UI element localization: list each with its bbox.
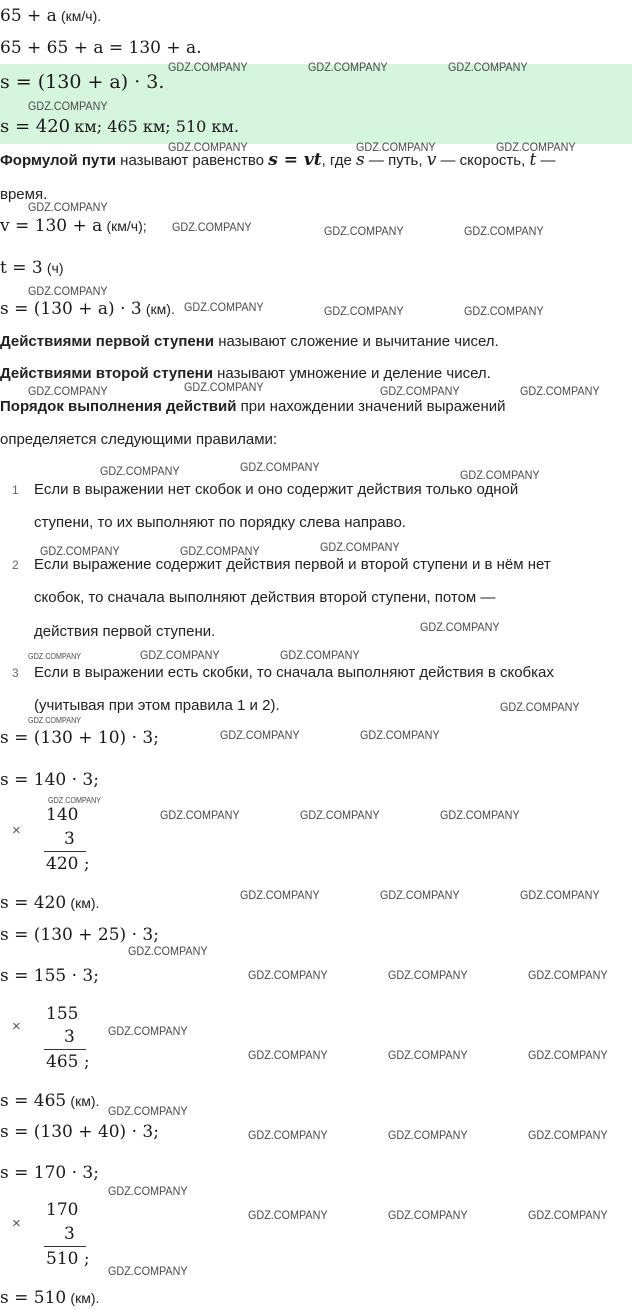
watermark: GDZ.COMPANY <box>464 224 544 238</box>
highlight-answer-rest: км; 465 км; 510 км. <box>74 117 239 136</box>
watermark: GDZ.COMPANY <box>128 944 208 958</box>
watermark: GDZ.COMPANY <box>360 728 440 742</box>
rule-number-1: 1 <box>12 483 19 497</box>
t-unit: (ч) <box>46 260 64 276</box>
calc3-step: s = 170 · 3; <box>0 1163 99 1183</box>
watermark: GDZ.COMPANY <box>320 540 400 554</box>
calc2-answer-unit: (км). <box>70 1093 100 1109</box>
calc1-times-sign: × <box>12 822 21 839</box>
calc2-bar <box>44 1049 86 1050</box>
path-var-t: t <box>529 150 537 170</box>
watermark: GDZ.COMPANY <box>528 968 608 982</box>
rule-3-line1: Если в выражении есть скобки, то сначала выполняют действия в скобках <box>34 664 554 681</box>
path-definition-text4: — скорость, <box>436 152 530 169</box>
watermark: GDZ.COMPANY <box>528 1048 608 1062</box>
watermark: GDZ.COMPANY <box>28 200 108 214</box>
calc2-answer-math: s = 465 <box>0 1091 67 1111</box>
s-math: s = (130 + a) · 3 <box>0 299 142 319</box>
watermark: GDZ.COMPANY <box>184 380 264 394</box>
rule-2-line2: скобок, то сначала выполняют действия второй ступени, потом — <box>34 589 496 606</box>
watermark: GDZ.COMPANY <box>28 384 108 398</box>
calc1-top: 140 <box>46 805 79 825</box>
watermark: GDZ.COMPANY <box>248 1208 328 1222</box>
path-definition-term: Формулой пути <box>0 152 117 169</box>
watermark: GDZ.COMPANY <box>496 140 576 154</box>
calc1-multiplier: 3 <box>64 829 75 849</box>
calc3-answer-math: s = 510 <box>0 1288 67 1308</box>
path-definition-text1: называют равенство <box>116 152 269 169</box>
equation: 65 + 65 + a = 130 + a. <box>0 38 202 58</box>
rule-number-2: 2 <box>12 558 19 572</box>
watermark: GDZ.COMPANY <box>240 888 320 902</box>
watermark: GDZ.COMPANY <box>324 224 404 238</box>
calc1-step: s = 140 · 3; <box>0 770 99 790</box>
v-math: v = 130 + a <box>0 216 103 236</box>
path-definition-text5: — <box>536 152 556 169</box>
path-definition-text3: — путь, <box>364 152 427 169</box>
watermark: GDZ.COMPANY <box>28 652 82 661</box>
speed-sum-math: 65 + a <box>0 6 57 26</box>
calc1-expression: s = (130 + 10) · 3; <box>0 728 159 748</box>
calc3-answer-unit: (км). <box>70 1290 100 1306</box>
watermark: GDZ.COMPANY <box>248 1048 328 1062</box>
watermark: GDZ.COMPANY <box>528 1208 608 1222</box>
watermark: GDZ.COMPANY <box>108 1024 188 1038</box>
calc1-result: 420 ; <box>46 854 90 874</box>
watermark: GDZ.COMPANY <box>528 1128 608 1142</box>
watermark: GDZ.COMPANY <box>500 700 580 714</box>
calc3-times-sign: × <box>12 1215 21 1232</box>
watermark: GDZ.COMPANY <box>248 968 328 982</box>
calc1-answer <box>0 893 99 914</box>
first-stage-term: Действиями первой ступени <box>0 333 215 350</box>
order-line2: определяется следующими правилами: <box>0 431 278 448</box>
first-stage-line <box>0 332 499 352</box>
watermark: GDZ.COMPANY <box>48 796 102 805</box>
watermark: GDZ.COMPANY <box>380 888 460 902</box>
watermark: GDZ.COMPANY <box>28 284 108 298</box>
watermark: GDZ.COMPANY <box>180 544 260 558</box>
highlight-answer-math: s = 420 <box>0 116 71 137</box>
calc3-bar <box>44 1246 86 1247</box>
calc2-result: 465 ; <box>46 1052 90 1072</box>
calc3-result: 510 ; <box>46 1249 90 1269</box>
calc1-bar <box>44 851 86 852</box>
watermark: GDZ.COMPANY <box>28 99 108 113</box>
calc3-answer <box>0 1288 99 1309</box>
watermark: GDZ.COMPANY <box>140 648 220 662</box>
t-line <box>0 258 64 279</box>
calc2-step: s = 155 · 3; <box>0 966 99 986</box>
rule-1-line1: Если в выражении нет скобок и оно содержит действия только одной <box>34 481 519 498</box>
order-line <box>0 397 506 417</box>
watermark: GDZ.COMPANY <box>160 808 240 822</box>
path-definition-line <box>0 150 555 171</box>
rule-number-3: 3 <box>12 666 19 680</box>
calc2-multiplier: 3 <box>64 1027 75 1047</box>
equation-line <box>0 38 202 59</box>
calc1-answer-math: s = 420 <box>0 893 67 913</box>
rule-3-line2: (учитывая при этом правила 1 и 2). <box>34 697 280 714</box>
watermark: GDZ.COMPANY <box>420 620 500 634</box>
watermark: GDZ.COMPANY <box>388 1048 468 1062</box>
watermark: GDZ.COMPANY <box>40 544 120 558</box>
calc2-times-sign: × <box>12 1018 21 1035</box>
watermark: GDZ.COMPANY <box>220 728 300 742</box>
path-formula: s = vt <box>268 150 322 170</box>
watermark: GDZ.COMPANY <box>448 60 528 74</box>
calc1-answer-unit: (км). <box>70 895 100 911</box>
speed-sum-unit: (км/ч). <box>61 8 102 24</box>
rule-1-line2: ступени, то их выполняют по порядку слева направо. <box>34 514 406 531</box>
v-unit: (км/ч); <box>106 218 147 234</box>
watermark: GDZ.COMPANY <box>108 1264 188 1278</box>
watermark: GDZ.COMPANY <box>108 1184 188 1198</box>
first-stage-text: называют сложение и вычитание чисел. <box>214 333 499 350</box>
watermark: GDZ.COMPANY <box>440 808 520 822</box>
calc2-answer <box>0 1091 99 1112</box>
s-line <box>0 299 175 320</box>
path-definition-text2: , где <box>321 152 356 169</box>
highlight-formula-line <box>0 72 164 94</box>
watermark: GDZ.COMPANY <box>520 384 600 398</box>
second-stage-term: Действиями второй ступени <box>0 365 213 382</box>
path-definition-line2: время. <box>0 186 48 203</box>
watermark: GDZ.COMPANY <box>356 140 436 154</box>
second-stage-text: называют умножение и деление чисел. <box>212 365 491 382</box>
s-unit: (км). <box>145 301 175 317</box>
order-term: Порядок выполнения действий <box>0 398 237 415</box>
path-var-s: s <box>356 150 365 170</box>
watermark: GDZ.COMPANY <box>460 468 540 482</box>
watermark: GDZ.COMPANY <box>240 460 320 474</box>
highlight-answer-line <box>0 117 239 138</box>
watermark: GDZ.COMPANY <box>248 1128 328 1142</box>
highlight-formula: s = (130 + a) · 3. <box>0 71 165 93</box>
rule-2-line3: действия первой ступени. <box>34 623 216 640</box>
watermark: GDZ.COMPANY <box>172 220 252 234</box>
rule-2-line1: Если выражение содержит действия первой и второй ступени и в нём нет <box>34 556 551 573</box>
watermark: GDZ.COMPANY <box>28 716 82 725</box>
watermark: GDZ.COMPANY <box>300 808 380 822</box>
t-math: t = 3 <box>0 258 43 278</box>
watermark: GDZ.COMPANY <box>184 300 264 314</box>
order-text: при нахождении значений выражений <box>236 398 506 415</box>
watermark: GDZ.COMPANY <box>100 464 180 478</box>
watermark: GDZ.COMPANY <box>464 304 544 318</box>
calc2-expression: s = (130 + 25) · 3; <box>0 925 159 945</box>
watermark: GDZ.COMPANY <box>520 888 600 902</box>
watermark: GDZ.COMPANY <box>380 384 460 398</box>
calc3-multiplier: 3 <box>64 1224 75 1244</box>
watermark: GDZ.COMPANY <box>388 1208 468 1222</box>
watermark: GDZ.COMPANY <box>168 60 248 74</box>
calc2-top: 155 <box>46 1004 79 1024</box>
watermark: GDZ.COMPANY <box>280 648 360 662</box>
path-var-v: v <box>426 150 437 170</box>
calc3-top: 170 <box>46 1200 79 1220</box>
speed-sum-line <box>0 6 101 27</box>
v-line <box>0 216 147 237</box>
watermark: GDZ.COMPANY <box>108 1104 188 1118</box>
watermark: GDZ.COMPANY <box>168 140 248 154</box>
watermark: GDZ.COMPANY <box>308 60 388 74</box>
calc3-expression: s = (130 + 40) · 3; <box>0 1122 159 1142</box>
watermark: GDZ.COMPANY <box>388 968 468 982</box>
watermark: GDZ.COMPANY <box>324 304 404 318</box>
watermark: GDZ.COMPANY <box>388 1128 468 1142</box>
